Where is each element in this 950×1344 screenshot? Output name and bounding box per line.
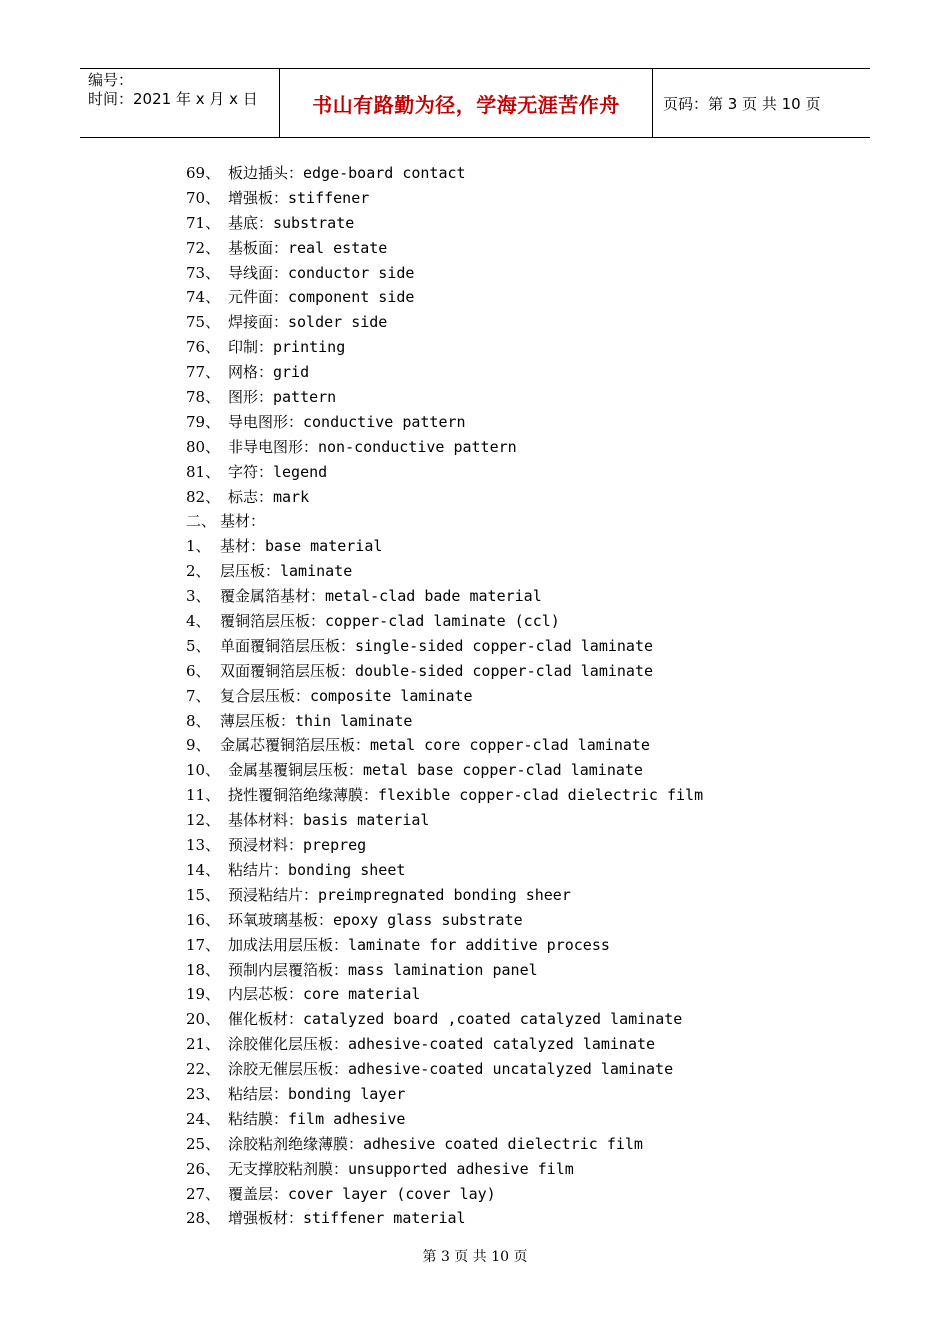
page-info: 页码：第 3 页 共 10 页: [663, 94, 821, 113]
item-number: 73、: [186, 263, 221, 282]
list-item: [186, 559, 703, 584]
list-item: [186, 908, 703, 933]
item-number: 80、: [186, 437, 221, 456]
list-item: [186, 584, 703, 609]
item-term: 复合层压板：composite laminate: [220, 686, 473, 705]
list-item: [186, 1107, 703, 1132]
list-item: [186, 758, 703, 783]
list-item: [186, 485, 703, 510]
item-number: 6、: [186, 661, 211, 680]
header-motto-cell: [280, 69, 653, 137]
item-term: 网格：grid: [228, 363, 310, 382]
item-term: 基板面：real estate: [228, 238, 388, 257]
item-term: 催化板材：catalyzed board ,coated catalyzed laminate: [228, 1010, 683, 1029]
item-term: 标志：mark: [228, 487, 310, 506]
item-term: 涂胶粘剂绝缘薄膜：adhesive coated dielectric film: [228, 1134, 643, 1153]
item-number: 8、: [186, 711, 211, 730]
list-item: [186, 236, 703, 261]
item-number: 二、: [186, 512, 217, 531]
list-item: [186, 534, 703, 559]
list-item: [186, 310, 703, 335]
item-number: 70、: [186, 188, 221, 207]
list-item: [186, 609, 703, 634]
item-term: 预制内层覆箔板：mass lamination panel: [228, 960, 538, 979]
item-term: 内层芯板：core material: [228, 985, 421, 1004]
list-item: [186, 933, 703, 958]
item-number: 71、: [186, 213, 221, 232]
item-term: 粘结片：bonding sheet: [228, 860, 406, 879]
list-item: [186, 1057, 703, 1082]
item-term: 预浸粘结片：preimpregnated bonding sheer: [228, 885, 571, 904]
list-item: [186, 958, 703, 983]
list-item: [186, 783, 703, 808]
item-number: 27、: [186, 1184, 221, 1203]
list-item: [186, 435, 703, 460]
item-number: 13、: [186, 836, 221, 855]
item-number: 25、: [186, 1134, 221, 1153]
item-term: 薄层压板：thin laminate: [220, 711, 413, 730]
item-term: 覆铜箔层压板：copper-clad laminate (ccl): [220, 612, 560, 631]
item-number: 18、: [186, 960, 221, 979]
item-term: 导电图形：conductive pattern: [228, 412, 466, 431]
item-term: 图形：pattern: [228, 388, 337, 407]
list-item: [186, 1082, 703, 1107]
item-term: 元件面：component side: [228, 288, 415, 307]
item-term: 基体材料：basis material: [228, 811, 430, 830]
item-term: 字符：legend: [228, 462, 328, 481]
item-number: 26、: [186, 1159, 221, 1178]
item-number: 79、: [186, 412, 221, 431]
item-term: 加成法用层压板：laminate for additive process: [228, 935, 610, 954]
item-number: 24、: [186, 1109, 221, 1128]
item-term: 无支撑胶粘剂膜：unsupported adhesive film: [228, 1159, 574, 1178]
item-term: 粘结膜：film adhesive: [228, 1109, 406, 1128]
item-term: 增强板：stiffener: [228, 188, 370, 207]
list-item: [186, 285, 703, 310]
list-item: [186, 733, 703, 758]
item-number: 17、: [186, 935, 221, 954]
item-number: 2、: [186, 562, 211, 581]
item-number: 19、: [186, 985, 221, 1004]
list-item: [186, 410, 703, 435]
item-term: 单面覆铜箔层压板：single-sided copper-clad laminate: [220, 636, 654, 655]
list-item: [186, 261, 703, 286]
item-number: 12、: [186, 811, 221, 830]
item-term: 覆金属箔基材：metal-clad bade material: [220, 587, 542, 606]
item-term: 板边插头：edge-board contact: [228, 164, 466, 182]
item-term: 覆盖层：cover layer (cover lay): [228, 1184, 496, 1203]
list-item: [186, 161, 703, 186]
page-footer: 第 3 页 共 10 页: [422, 1249, 528, 1265]
item-term: 涂胶催化层压板：adhesive-coated catalyzed laminate: [228, 1035, 656, 1054]
item-number: 82、: [186, 487, 221, 506]
header-meta: [80, 69, 280, 137]
item-term: 涂胶无催层压板：adhesive-coated uncatalyzed laminate: [228, 1060, 674, 1079]
item-term: 增强板材：stiffener material: [228, 1209, 466, 1228]
item-number: 81、: [186, 462, 221, 481]
list-item: [186, 211, 703, 236]
item-term: 导线面：conductor side: [228, 263, 415, 282]
item-term: 环氧玻璃基板：epoxy glass substrate: [228, 910, 523, 929]
item-number: 75、: [186, 313, 221, 332]
list-item: [186, 335, 703, 360]
list-item: [186, 883, 703, 908]
list-item: [186, 1132, 703, 1157]
list-item: [186, 982, 703, 1007]
item-term: 粘结层：bonding layer: [228, 1084, 406, 1103]
list-item: [186, 634, 703, 659]
item-term: 层压板：laminate: [220, 562, 353, 581]
item-number: 21、: [186, 1035, 221, 1054]
motto: 书山有路勤为径，学海无涯苦作舟: [312, 92, 620, 117]
list-item: [186, 186, 703, 211]
list-item: [186, 1182, 703, 1207]
item-number: 3、: [186, 587, 211, 606]
item-term: 双面覆铜箔层压板：double-sided copper-clad laminate: [220, 661, 654, 680]
list-item: [186, 709, 703, 734]
list-item: [186, 858, 703, 883]
item-number: 7、: [186, 686, 211, 705]
item-number: 9、: [186, 736, 211, 755]
item-number: 77、: [186, 363, 221, 382]
item-number: 28、: [186, 1209, 221, 1228]
item-number: 11、: [186, 786, 221, 805]
item-term: 金属基覆铜层压板：metal base copper-clad laminate: [228, 761, 643, 780]
item-number: 20、: [186, 1010, 221, 1029]
time-label: 时间：2021 年 x 月 x 日: [88, 90, 258, 108]
item-number: 69、: [186, 164, 221, 182]
glossary-list: [186, 161, 703, 1231]
item-number: 10、: [186, 761, 221, 780]
list-item: [186, 808, 703, 833]
item-number: 23、: [186, 1084, 221, 1103]
item-term: 基材：: [220, 512, 266, 531]
item-number: 5、: [186, 636, 211, 655]
item-number: 4、: [186, 612, 211, 631]
page-header: [80, 68, 870, 138]
header-page-info-cell: [653, 69, 870, 137]
list-item: [186, 659, 703, 684]
number-label: 编号：: [88, 71, 134, 89]
list-item: [186, 360, 703, 385]
item-term: 非导电图形：non-conductive pattern: [228, 437, 517, 456]
list-item: [186, 1007, 703, 1032]
list-item: [186, 684, 703, 709]
list-item: [186, 385, 703, 410]
item-term: 基材：base material: [220, 537, 383, 556]
item-number: 15、: [186, 885, 221, 904]
item-term: 基底：substrate: [228, 213, 355, 232]
item-term: 挠性覆铜箔绝缘薄膜：flexible copper-clad dielectric film: [228, 786, 704, 805]
item-number: 76、: [186, 338, 221, 357]
item-number: 22、: [186, 1060, 221, 1079]
list-item: [186, 460, 703, 485]
item-number: 16、: [186, 910, 221, 929]
item-number: 72、: [186, 238, 221, 257]
item-number: 74、: [186, 288, 221, 307]
list-item: [186, 1032, 703, 1057]
item-number: 14、: [186, 860, 221, 879]
item-term: 印制：printing: [228, 338, 346, 357]
item-term: 焊接面：solder side: [228, 313, 388, 332]
list-item: [186, 833, 703, 858]
item-number: 1、: [186, 537, 211, 556]
item-term: 金属芯覆铜箔层压板：metal core copper-clad laminate: [220, 736, 650, 755]
list-item: [186, 1206, 703, 1231]
item-number: 78、: [186, 388, 221, 407]
list-item: [186, 509, 703, 534]
list-item: [186, 1157, 703, 1182]
item-term: 预浸材料：prepreg: [228, 836, 367, 855]
